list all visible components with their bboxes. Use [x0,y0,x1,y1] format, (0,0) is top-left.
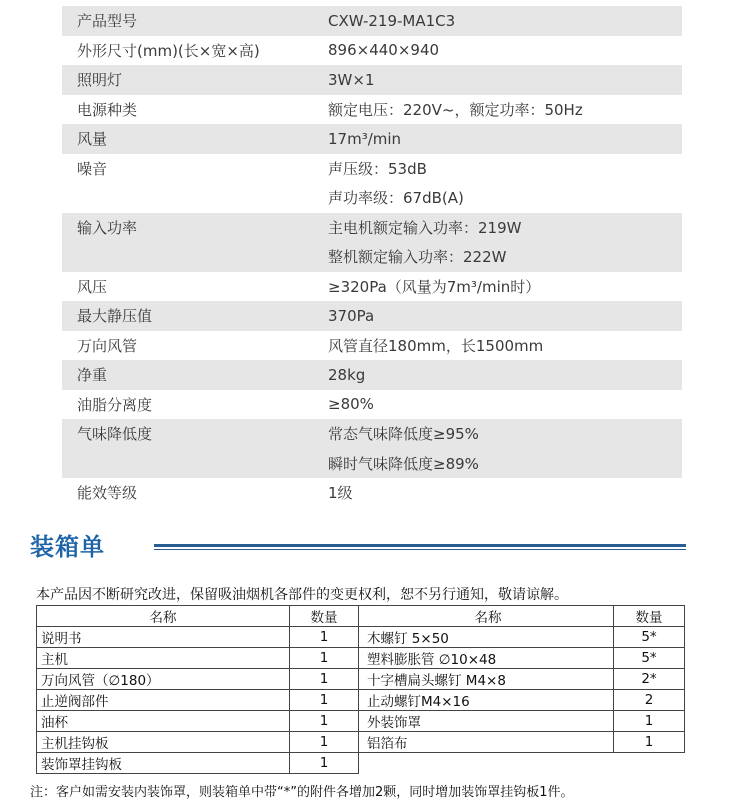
spec-label: 能效等级 [77,484,138,503]
spec-row [62,95,682,125]
spec-label: 输入功率 [77,218,138,237]
spec-label: 万向风管 [77,336,138,355]
item-qty: 1 [290,669,359,690]
table-row [37,627,685,648]
item-qty: 1 [290,732,359,753]
item-name: 木螺钉 5×50 [359,627,614,648]
spec-label: 产品型号 [77,12,138,31]
spec-row [62,331,682,361]
spec-value: 1级 [328,484,353,503]
spec-label: 气味降低度 [77,425,153,444]
spec-label: 风量 [77,130,108,149]
spec-value: 风管直径180mm，长1500mm [328,336,544,355]
spec-value: 瞬时气味降低度≥89% [328,454,479,473]
spec-value: CXW-219-MA1C3 [328,11,456,30]
empty-cell [614,753,685,774]
item-name: 止动螺钉M4×16 [359,690,614,711]
spec-value: 声压级：53dB [328,159,427,178]
spec-value: 常态气味降低度≥95% [328,425,479,444]
spec-value: 额定电压：220V~，额定功率：50Hz [328,100,583,119]
footnote: 注：客户如需安装内装饰罩，则装箱单中带“*”的附件各增加2颗，同时增加装饰罩挂钩板1件。 [30,785,574,800]
item-qty: 1 [290,690,359,711]
spec-row [62,65,682,95]
table-row [37,648,685,669]
header-qty-2: 数量 [614,606,685,627]
spec-row [62,360,682,390]
section-title: 装箱单 [30,533,105,561]
item-qty: 2 [614,690,685,711]
header-name-1: 名称 [37,606,290,627]
spec-value: 17m³/min [328,129,402,148]
item-name: 止逆阀部件 [37,690,290,711]
item-name: 主机 [37,648,290,669]
spec-value: 370Pa [328,306,375,325]
table-row [37,711,685,732]
packing-list-table [36,605,685,774]
item-qty: 1 [290,711,359,732]
spec-value: ≥80% [328,395,374,414]
notice-text: 本产品因不断研究改进，保留吸油烟机各部件的变更权利，恕不另行通知，敬请谅解。 [36,587,568,603]
table-row [37,690,685,711]
spec-value: ≥320Pa（风量为7m³/min时） [328,277,541,296]
spec-row [62,301,682,331]
spec-row [62,154,682,184]
spec-row [62,124,682,154]
spec-row [62,478,682,508]
item-name: 主机挂钩板 [37,732,290,753]
spec-value: 主电机额定输入功率：219W [328,218,522,237]
table-row [37,669,685,690]
item-name: 油杯 [37,711,290,732]
spec-label: 净重 [77,366,108,385]
item-name: 十字槽扁头螺钉 M4×8 [359,669,614,690]
spec-value: 声功率级：67dB(A) [328,189,464,208]
item-qty: 1 [614,711,685,732]
spec-label: 油脂分离度 [77,395,153,414]
item-name: 塑料膨胀管 ∅10×48 [359,648,614,669]
item-name: 万向风管（∅180） [37,669,290,690]
item-qty: 1 [290,627,359,648]
spec-label: 照明灯 [77,71,123,90]
header-name-2: 名称 [359,606,614,627]
table-row [37,732,685,753]
header-qty-1: 数量 [290,606,359,627]
spec-table [62,6,682,508]
spec-row [62,36,682,66]
spec-value: 896×440×940 [328,41,440,60]
packing-list-header [37,606,685,627]
item-name: 铝箔布 [359,732,614,753]
item-qty: 1 [290,753,359,774]
empty-cell [359,753,614,774]
spec-row [62,242,682,272]
title-rule [154,544,686,551]
spec-label: 噪音 [77,159,108,178]
spec-value: 整机额定输入功率：222W [328,248,507,267]
spec-row [62,449,682,479]
spec-value: 28kg [328,365,366,384]
item-qty: 5* [614,627,685,648]
spec-label: 最大静压值 [77,307,153,326]
spec-label: 外形尺寸(mm)(长×宽×高) [77,41,260,60]
spec-label: 风压 [77,277,108,296]
item-name: 外装饰罩 [359,711,614,732]
item-qty: 5* [614,648,685,669]
spec-row [62,6,682,36]
spec-row [62,183,682,213]
item-name: 说明书 [37,627,290,648]
spec-label: 电源种类 [77,100,138,119]
item-qty: 2* [614,669,685,690]
spec-row [62,213,682,243]
spec-row [62,272,682,302]
item-name: 装饰罩挂钩板 [37,753,290,774]
table-row [37,753,685,774]
spec-value: 3W×1 [328,70,375,89]
item-qty: 1 [290,648,359,669]
item-qty: 1 [614,732,685,753]
spec-row [62,419,682,449]
spec-row [62,390,682,420]
